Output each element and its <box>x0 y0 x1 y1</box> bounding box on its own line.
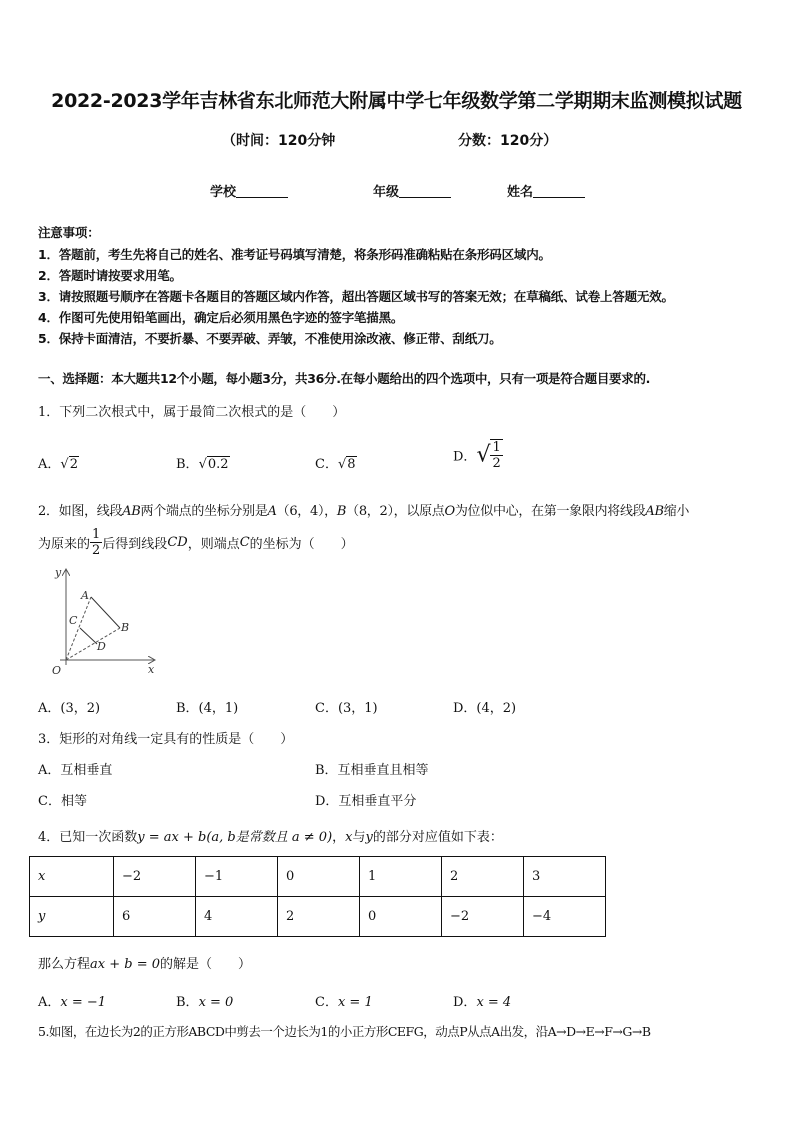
table-cell: 3 <box>524 857 606 897</box>
notice-item: 4．作图可先使用铅笔画出，确定后必须用黑色字迹的签字笔描黑。 <box>38 310 404 325</box>
table-cell: 2 <box>278 897 360 937</box>
table-cell: 1 <box>360 857 442 897</box>
notice-item: 2．答题时请按要求用笔。 <box>38 268 182 283</box>
name-label: 姓名 <box>507 185 534 200</box>
page-title: 2022-2023学年吉林省东北师范大附属中学七年级数学第二学期期末监测模拟试题 <box>51 90 742 112</box>
name-blank <box>533 183 585 198</box>
q1-option-a: A．√2 <box>38 457 78 472</box>
table-cell: 2 <box>442 857 524 897</box>
q4-option-d: D．x = 4 <box>453 995 512 1010</box>
q4-stem: 4．已知一次函数y = ax + b(a, b是常数且 a ≠ 0)，x与y的部分对应值如下表： <box>38 830 503 845</box>
table-row <box>30 897 606 937</box>
fig-label-o: O <box>52 664 62 677</box>
table-row <box>30 857 606 897</box>
q5-stem: 5.如图，在边长为2的正方形ABCD中剪去一个边长为1的小正方形CEFG，动点P从点A出发，沿A→D→E→F→G→B <box>38 1024 651 1039</box>
q1-d-denominator: 2 <box>492 456 501 471</box>
q3-option-d: D．互相垂直平分 <box>315 794 417 809</box>
name-field <box>507 181 585 200</box>
ray-oa <box>66 597 91 660</box>
fig-label-x: x <box>148 663 155 676</box>
grade-label: 年级 <box>373 185 400 200</box>
q4-option-a: A．x = −1 <box>38 995 107 1010</box>
table-cell: 4 <box>196 897 278 937</box>
table-cell: 0 <box>360 897 442 937</box>
school-label: 学校 <box>210 185 237 200</box>
q2-fraction: $\frac{1}{2}$ <box>92 527 101 558</box>
table-cell: 6 <box>114 897 196 937</box>
q1-d-numerator: 1 <box>492 440 501 455</box>
table-cell: x <box>30 857 114 897</box>
q3-stem: 3．矩形的对角线一定具有的性质是（ ） <box>38 732 294 747</box>
segment-ab <box>91 597 120 628</box>
exam-time: （时间：120分钟 <box>222 133 336 149</box>
table-cell: −4 <box>524 897 606 937</box>
table-cell: −1 <box>196 857 278 897</box>
q2-option-d: D．(4，2) <box>453 701 517 716</box>
fig-label-c: C <box>69 614 78 627</box>
q4-value-table <box>29 856 606 937</box>
q2-option-c: C．(3，1) <box>315 701 378 716</box>
fig-label-a: A <box>81 589 89 602</box>
q4-option-b: B．x = 0 <box>176 995 234 1010</box>
fig-label-b: B <box>121 621 130 634</box>
fig-label-d: D <box>97 640 106 653</box>
q1-option-b: B．√0.2 <box>176 457 229 472</box>
ray-ob <box>66 628 120 660</box>
fig-label-y: y <box>55 566 62 579</box>
q4-option-c: C．x = 1 <box>315 995 373 1010</box>
q1-stem: 1．下列二次根式中，属于最简二次根式的是（ ） <box>38 405 346 420</box>
q1-c-radicand: 8 <box>347 457 356 472</box>
school-field <box>210 181 288 200</box>
table-cell: y <box>30 897 114 937</box>
q2-option-a: A．(3，2) <box>38 701 101 716</box>
q2-stem-line1: 2．如图，线段AB两个端点的坐标分别是A（6，4），B（8，2），以原点O为位似中心，在第一象限内将线段AB缩小 <box>38 504 690 519</box>
notice-item: 5．保持卡面清洁，不要折暴、不要弄破、弄皱，不准使用涂改液、修正带、刮纸刀。 <box>38 331 502 346</box>
section-heading: 一、选择题：本大题共12个小题，每小题3分，共36分.在每小题给出的四个选项中，只有一项是符合题目要求的. <box>38 371 651 386</box>
q1-b-radicand: 0.2 <box>207 457 229 472</box>
q1-option-c: C．√8 <box>315 457 356 472</box>
notice-heading: 注意事项： <box>38 225 100 240</box>
school-blank <box>236 183 288 198</box>
notice-item: 1．答题前，考生先将自己的姓名、准考证号码填写清楚，将条形码准确粘贴在条形码区域内。 <box>38 247 551 262</box>
table-cell: −2 <box>114 857 196 897</box>
q1-option-d: D．√ $\frac{1}{2}$ <box>453 440 501 471</box>
notice-item: 3．请按照题号顺序在答题卡各题目的答题区域内作答，超出答题区域书写的答案无效；在草稿纸、试卷上答题无效。 <box>38 289 674 304</box>
table-cell: 0 <box>278 857 360 897</box>
q4-followup: 那么方程ax + b = 0的解是（ ） <box>38 957 252 972</box>
table-cell: −2 <box>442 897 524 937</box>
q3-option-a: A．互相垂直 <box>38 763 113 778</box>
exam-score: 分数：120分） <box>458 133 558 149</box>
grade-blank <box>399 183 451 198</box>
q2-figure <box>38 562 163 687</box>
q2-stem-line2: 为原来的 $\frac{1}{2}$ 后得到线段CD，则端点C的坐标为（ ） <box>38 527 354 558</box>
q3-option-c: C．相等 <box>38 794 87 809</box>
segment-cd <box>80 628 97 644</box>
q1-a-radicand: 2 <box>69 457 78 472</box>
grade-field <box>373 181 451 200</box>
q2-option-b: B．(4，1) <box>176 701 239 716</box>
q3-option-b: B．互相垂直且相等 <box>315 763 429 778</box>
